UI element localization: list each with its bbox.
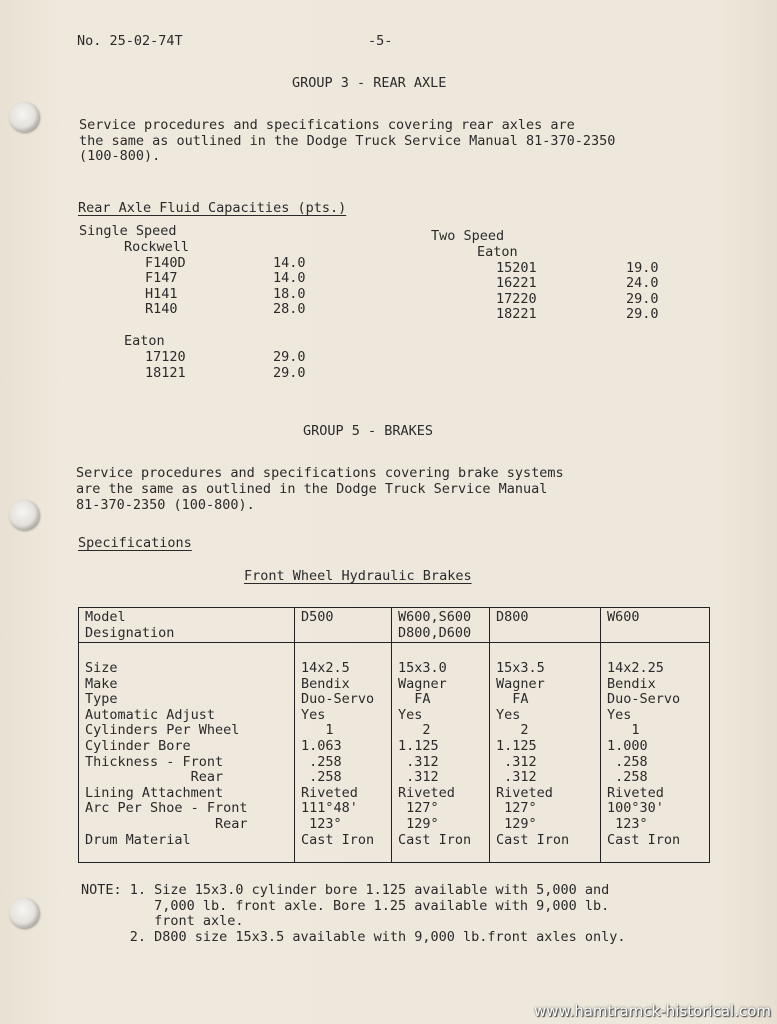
table-cell-line: Cast Iron [398, 831, 472, 848]
table-header-row [79, 608, 710, 643]
two-speed-value: 29.0 [626, 306, 659, 322]
header-cell-w600-s600: W600,S600 D800,D600 [392, 608, 490, 643]
header-cell-d800: D800 [490, 608, 601, 643]
group3-title: GROUP 3 - REAR AXLE [292, 75, 447, 91]
table-cell-line: Yes [398, 706, 423, 723]
table-cell-line: .312 [398, 769, 439, 786]
table-cell-line: .312 [398, 753, 439, 770]
table-cell-line: Yes [496, 706, 521, 723]
two-speed-model: 18221 [496, 306, 537, 322]
table-cell-line: Rear [85, 815, 248, 832]
table-cell-line: 15x3.5 [496, 660, 545, 676]
note-line: 2. D800 size 15x3.5 available with 9,000 lb.front axles only. [81, 929, 626, 945]
eaton-model: 17120 [145, 349, 186, 365]
rockwell-model: F140D [145, 255, 186, 271]
group3-para-line: the same as outlined in the Dodge Truck Service Manual 81-370-2350 [79, 133, 616, 149]
table-cell-line: 1.063 [301, 737, 342, 754]
table-cell-line: 111°48' [301, 800, 358, 817]
table-cell-line: 1.125 [398, 737, 439, 754]
group5-title: GROUP 5 - BRAKES [303, 423, 434, 439]
specifications-title: Specifications [78, 535, 192, 551]
table-cell-line: 129° [398, 815, 439, 832]
table-cell-line: Automatic Adjust [85, 706, 216, 723]
table-cell-line: .258 [607, 753, 648, 770]
table-cell-line: Size [85, 660, 118, 676]
table-cell-line: 100°30' [607, 800, 664, 817]
table-cell-line: Riveted [398, 784, 455, 801]
table-cell-line: 2 [398, 722, 431, 739]
table-cell-line: Rear [85, 769, 224, 786]
eaton-model: 18121 [145, 365, 186, 381]
rockwell-model: F147 [145, 270, 178, 286]
two-speed-model: 17220 [496, 291, 537, 307]
table-cell-line: 127° [496, 800, 537, 817]
table-cell-line: Riveted [496, 784, 553, 801]
d500-values-cell [295, 643, 392, 863]
rockwell-value: 14.0 [273, 255, 306, 271]
table-cell-line: .258 [607, 769, 648, 786]
rockwell-value: 28.0 [273, 301, 306, 317]
table-cell-line: Cast Iron [496, 831, 570, 848]
watermark-text: www.hamtramck-historical.com [534, 1002, 771, 1020]
single-speed-label: Single Speed [79, 223, 177, 239]
table-cell-line: 123° [607, 815, 648, 832]
table-cell-line: Cylinder Bore [85, 737, 191, 754]
table-cell-line: .258 [301, 753, 342, 770]
rockwell-label: Rockwell [124, 239, 190, 255]
eaton-value: 29.0 [273, 349, 306, 365]
eaton-label: Eaton [124, 333, 165, 349]
table-cell-line: Type [85, 691, 118, 708]
group3-para-line: (100-800). [79, 148, 161, 164]
binder-hole [9, 102, 39, 132]
table-title: Front Wheel Hydraulic Brakes [244, 568, 472, 584]
table-cell-line: 1 [607, 722, 640, 739]
table-cell-line: 1 [301, 722, 334, 739]
table-cell-line: Yes [607, 706, 632, 723]
table-cell-line: Drum Material [85, 831, 191, 848]
d800-values-cell [490, 643, 601, 863]
table-cell-line: 14x2.25 [607, 660, 664, 676]
group5-para-line: are the same as outlined in the Dodge Truck Service Manual [76, 481, 548, 497]
w600-values-cell [601, 643, 710, 863]
table-cell-line: Make [85, 675, 118, 692]
group5-para-line: 81-370-2350 (100-800). [76, 497, 255, 513]
note-line: NOTE: 1. Size 15x3.0 cylinder bore 1.125 available with 5,000 and [81, 882, 610, 898]
table-cell-line: Thickness - Front [85, 753, 224, 770]
table-cell-line: 2 [496, 722, 529, 739]
two-speed-model: 15201 [496, 260, 537, 276]
group5-para-line: Service procedures and specifications covering brake systems [76, 465, 564, 481]
w600-s600-values-cell [392, 643, 490, 863]
two-speed-value: 29.0 [626, 291, 659, 307]
table-cell-line: FA [398, 691, 431, 708]
two-speed-value: 19.0 [626, 260, 659, 276]
table-cell-line: 123° [301, 815, 342, 832]
header-cell-w600: W600 [601, 608, 710, 643]
table-cell-line: 14x2.5 [301, 660, 350, 676]
two-speed-value: 24.0 [626, 275, 659, 291]
brake-spec-table [78, 607, 710, 863]
rockwell-value: 18.0 [273, 286, 306, 302]
table-cell-line: Cast Iron [301, 831, 375, 848]
note-line: 7,000 lb. front axle. Bore 1.25 available with 9,000 lb. [81, 898, 610, 914]
table-cell-line: FA [496, 691, 529, 708]
binder-hole [9, 500, 39, 530]
group3-para-line: Service procedures and specifications covering rear axles are [79, 117, 575, 133]
table-cell-line: .258 [301, 769, 342, 786]
table-cell-line: Wagner [398, 675, 447, 692]
table-body-row [79, 643, 710, 863]
table-cell-line: Duo-Servo [301, 691, 375, 708]
table-cell-line: Arc Per Shoe - Front [85, 800, 248, 817]
table-cell-line: Riveted [301, 784, 358, 801]
capacities-title: Rear Axle Fluid Capacities (pts.) [78, 200, 347, 216]
table-cell-line: Riveted [607, 784, 664, 801]
table-cell-line: .312 [496, 769, 537, 786]
header-cell-d500: D500 [295, 608, 392, 643]
table-cell-line: Bendix [607, 675, 656, 692]
table-cell-line: 15x3.0 [398, 660, 447, 676]
binder-hole [9, 898, 39, 928]
page-number: -5- [368, 33, 393, 49]
table-cell-line: 129° [496, 815, 537, 832]
table-cell-line: Yes [301, 706, 326, 723]
row-labels-cell [79, 643, 295, 863]
table-cell-line: Wagner [496, 675, 545, 692]
header-cell-model: Model Designation [79, 608, 295, 643]
table-cell-line: Lining Attachment [85, 784, 224, 801]
table-cell-line: Bendix [301, 675, 350, 692]
two-speed-label: Two Speed [431, 228, 505, 244]
rockwell-model: R140 [145, 301, 178, 317]
eaton-value: 29.0 [273, 365, 306, 381]
table-cell-line: 127° [398, 800, 439, 817]
table-cell-line: Cast Iron [607, 831, 681, 848]
table-cell-line: Duo-Servo [607, 691, 681, 708]
note-line: front axle. [81, 913, 244, 929]
table-cell-line: .312 [496, 753, 537, 770]
two-speed-eaton-label: Eaton [477, 244, 518, 260]
table-cell-line: 1.125 [496, 737, 537, 754]
doc-number: No. 25-02-74T [77, 33, 183, 49]
rockwell-model: H141 [145, 286, 178, 302]
table-cell-line: 1.000 [607, 737, 648, 754]
two-speed-model: 16221 [496, 275, 537, 291]
rockwell-value: 14.0 [273, 270, 306, 286]
table-cell-line: Cylinders Per Wheel [85, 722, 240, 739]
